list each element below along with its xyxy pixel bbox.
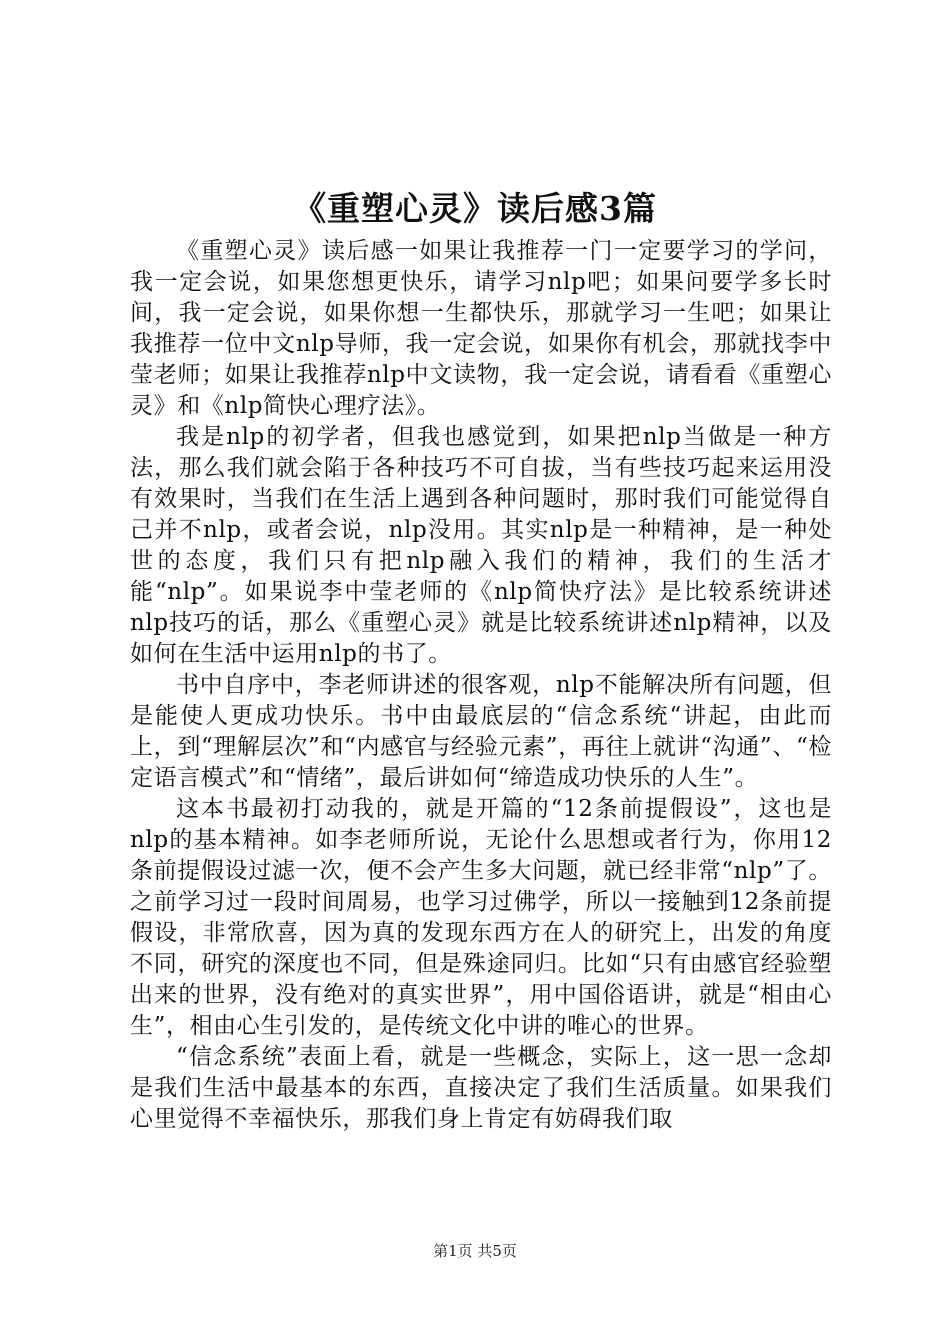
document-title: 《重塑心灵》读后感3篇 (293, 189, 657, 228)
document-body (130, 236, 832, 1135)
paragraph: “信念系统”表面上看，就是一些概念，实际上，这一思一念却是我们生活中最基本的东西，直接决定了我们生活质量。如果我们心里觉得不幸福快乐，那我们身上肯定有妨碍我们取 (130, 1044, 832, 1132)
paragraph: 书中自序中，李老师讲述的很客观，nlp不能解决所有问题，但是能使人更成功快乐。书中由最底层的“信念系统“讲起，由此而上，到“理解层次”和“内感官与经验元素”，再往上就讲“沟通”、“检定语言模式”和“情绪”，最后讲如何“缔造成功快乐的人生”。 (130, 672, 832, 791)
paragraph: 《重塑心灵》读后感一如果让我推荐一门一定要学习的学问，我一定会说，如果您想更快乐，请学习nlp吧；如果问要学多长时间，我一定会说，如果你想一生都快乐，那就学习一生吧；如果让我推荐一位中文nlp导师，我一定会说，如果你有机会，那就找李中莹老师；如果让我推荐nlp中文读物，我一定会说，请看看《重塑心灵》和《nlp简快心理疗法》。 (130, 238, 832, 419)
paragraph: 我是nlp的初学者，但我也感觉到，如果把nlp当做是一种方法，那么我们就会陷于各种技巧不可自拔，当有些技巧起来运用没有效果时，当我们在生活上遇到各种问题时，那时我们可能觉得自己并不nlp，或者会说，nlp没用。其实nlp是一种精神，是一种处世的态度，我们只有把nlp融入我们的精神，我们的生活才能“nlp”。如果说李中莹老师的《nlp简快疗法》是比较系统讲述nlp技巧的话，那么《重塑心灵》就是比较系统讲述nlp精神，以及如何在生活中运用nlp的书了。 (130, 424, 832, 667)
page-number-footer: 第1页 共5页 (433, 1242, 517, 1260)
paragraph: 这本书最初打动我的，就是开篇的“12条前提假设”，这也是nlp的基本精神。如李老师所说，无论什么思想或者行为，你用12条前提假设过滤一次，便不会产生多大问题，就已经非常“nlp”了。之前学习过一段时间周易，也学习过佛学，所以一接触到12条前提假设，非常欣喜，因为真的发现东西方在人的研究上，出发的角度不同，研究的深度也不同，但是殊途同归。比如“只有由感官经验塑出来的世界，没有绝对的真实世界”，用中国俗语讲，就是“相由心生”，相由心生引发的，是传统文化中讲的唯心的世界。 (130, 796, 832, 1039)
